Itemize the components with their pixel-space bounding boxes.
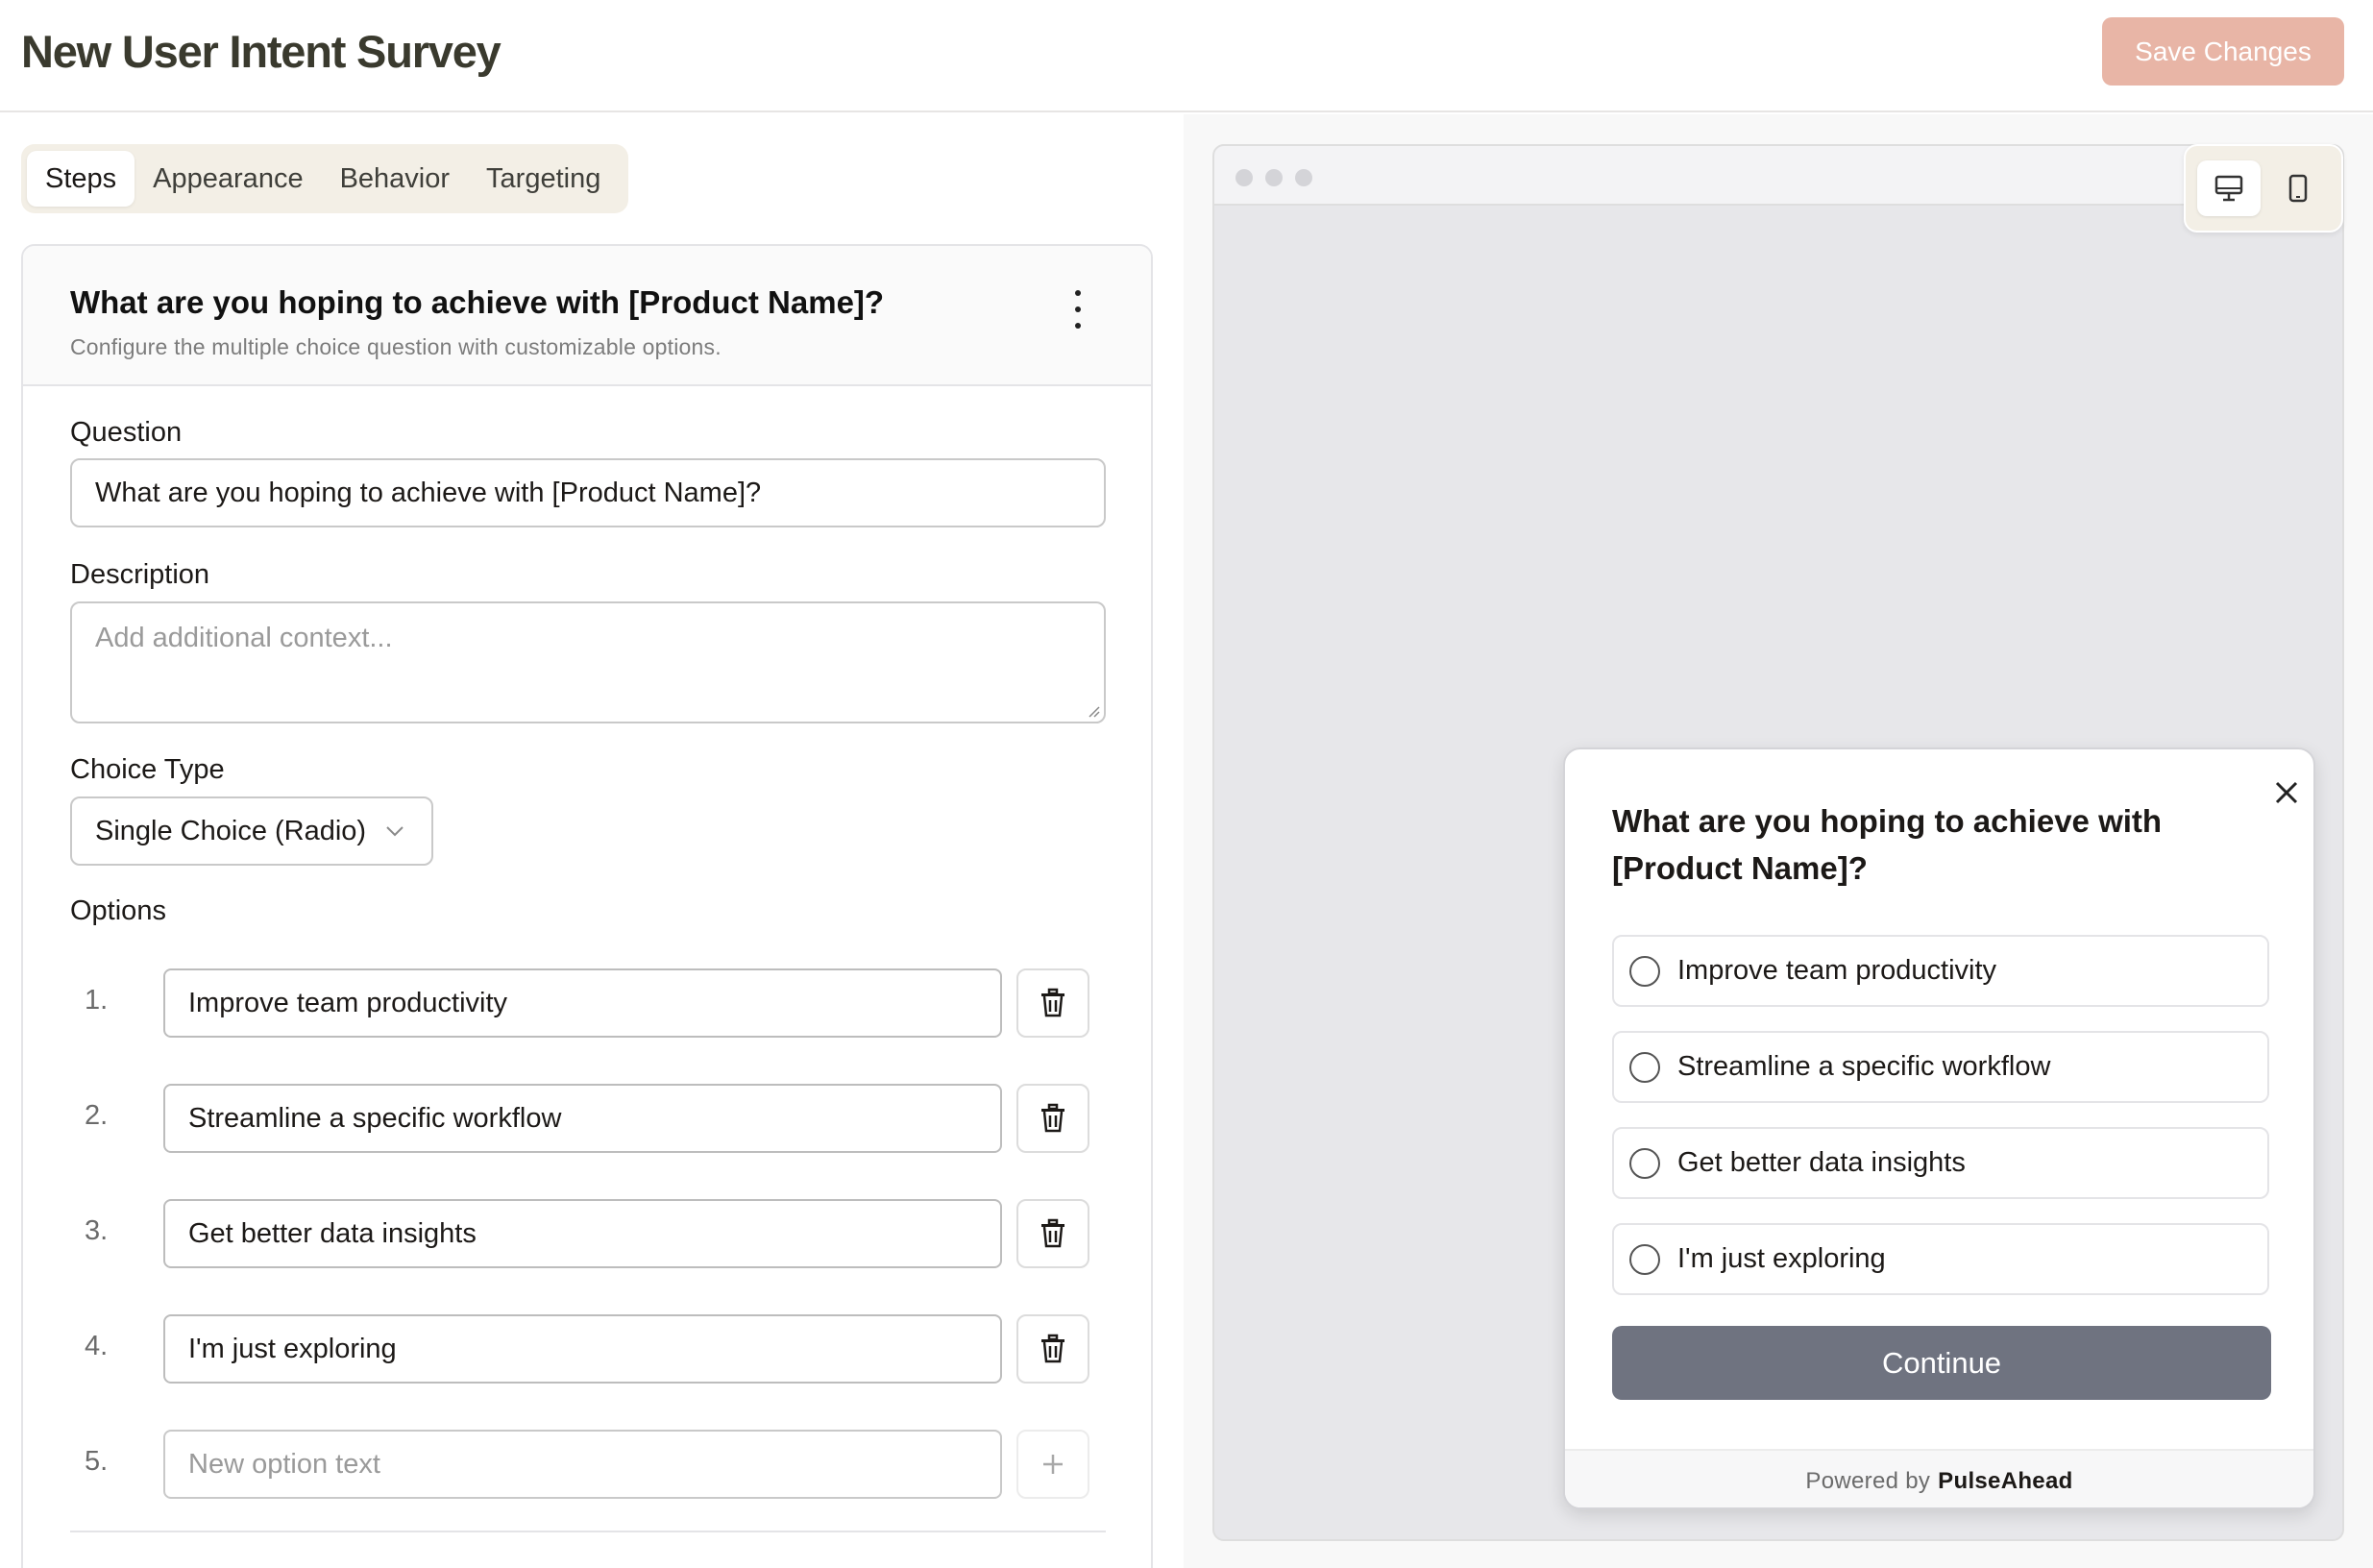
- preview-option[interactable]: [1612, 1223, 2269, 1295]
- description-label: Description: [70, 559, 210, 590]
- trash-icon: [1039, 988, 1067, 1018]
- device-toggle: [2184, 144, 2343, 233]
- choice-type-value: Single Choice (Radio): [95, 815, 367, 846]
- tab-targeting[interactable]: Targeting: [486, 162, 601, 194]
- tab-steps[interactable]: Steps: [27, 151, 135, 207]
- preview-option-label: Improve team productivity: [1677, 955, 1997, 986]
- question-input[interactable]: What are you hoping to achieve with [Product Name]?: [70, 458, 1106, 527]
- delete-option-button[interactable]: [1016, 968, 1089, 1038]
- description-textarea[interactable]: [70, 601, 1106, 723]
- preview-option[interactable]: [1612, 935, 2269, 1007]
- chevron-down-icon: [385, 824, 404, 838]
- tab-behavior[interactable]: Behavior: [339, 162, 451, 194]
- option-number: 2.: [85, 1100, 109, 1131]
- window-dot: [1295, 169, 1312, 186]
- monitor-icon: [2214, 175, 2243, 202]
- option-input[interactable]: Get better data insights: [163, 1199, 1002, 1268]
- phone-icon: [2288, 174, 2308, 203]
- radio-icon: [1629, 956, 1660, 987]
- step-card: [21, 244, 1153, 1568]
- trash-icon: [1039, 1334, 1067, 1364]
- save-changes-button[interactable]: Save Changes: [2102, 17, 2344, 86]
- editor-panel: [0, 114, 1184, 1568]
- page-title: New User Intent Survey: [21, 26, 501, 77]
- tab-appearance[interactable]: Appearance: [153, 162, 304, 194]
- preview-option-label: Get better data insights: [1677, 1147, 1966, 1178]
- window-dot: [1235, 169, 1253, 186]
- description-placeholder: Add additional context...: [95, 623, 393, 653]
- close-icon[interactable]: [2274, 780, 2299, 805]
- choice-type-select[interactable]: [70, 796, 433, 866]
- survey-preview-modal: [1563, 747, 2315, 1509]
- desktop-view-button[interactable]: [2197, 160, 2261, 216]
- step-title: What are you hoping to achieve with [Product Name]?: [70, 284, 885, 320]
- kebab-icon[interactable]: [1070, 290, 1086, 329]
- radio-icon: [1629, 1052, 1660, 1083]
- option-number: 4.: [85, 1331, 109, 1361]
- option-input[interactable]: I'm just exploring: [163, 1314, 1002, 1384]
- preview-question: What are you hoping to achieve with [Product Name]?: [1612, 803, 2163, 886]
- step-subtitle: Configure the multiple choice question with customizable options.: [70, 334, 722, 359]
- option-number: 3.: [85, 1215, 109, 1246]
- trash-icon: [1039, 1218, 1067, 1249]
- add-option-button[interactable]: [1016, 1430, 1089, 1499]
- brand-name[interactable]: PulseAhead: [1938, 1467, 2073, 1494]
- option-number: 5.: [85, 1446, 109, 1477]
- radio-icon: [1629, 1244, 1660, 1275]
- trash-icon: [1039, 1103, 1067, 1134]
- preview-option[interactable]: [1612, 1127, 2269, 1199]
- mobile-view-button[interactable]: [2266, 160, 2330, 216]
- new-option-input[interactable]: New option text: [163, 1430, 1002, 1499]
- window-dot: [1265, 169, 1283, 186]
- continue-button[interactable]: Continue: [1612, 1326, 2271, 1400]
- delete-option-button[interactable]: [1016, 1084, 1089, 1153]
- browser-toolbar: [1214, 146, 2342, 206]
- top-header: [0, 0, 2373, 112]
- preview-option[interactable]: [1612, 1031, 2269, 1103]
- choice-type-label: Choice Type: [70, 754, 225, 785]
- options-label: Options: [70, 895, 166, 926]
- powered-by-text: Powered by: [1805, 1467, 1931, 1494]
- plus-icon: [1041, 1453, 1064, 1476]
- preview-option-label: Streamline a specific workflow: [1677, 1051, 2051, 1082]
- tab-bar: [21, 144, 628, 213]
- option-input[interactable]: Streamline a specific workflow: [163, 1084, 1002, 1153]
- delete-option-button[interactable]: [1016, 1314, 1089, 1384]
- delete-option-button[interactable]: [1016, 1199, 1089, 1268]
- powered-by-footer: [1565, 1449, 2313, 1509]
- radio-icon: [1629, 1148, 1660, 1179]
- option-number: 1.: [85, 985, 109, 1016]
- step-card-header: [23, 246, 1151, 386]
- option-input[interactable]: Improve team productivity: [163, 968, 1002, 1038]
- question-label: Question: [70, 417, 183, 448]
- resize-grip-icon[interactable]: [1087, 704, 1100, 718]
- preview-option-label: I'm just exploring: [1677, 1243, 1886, 1274]
- divider: [70, 1531, 1106, 1532]
